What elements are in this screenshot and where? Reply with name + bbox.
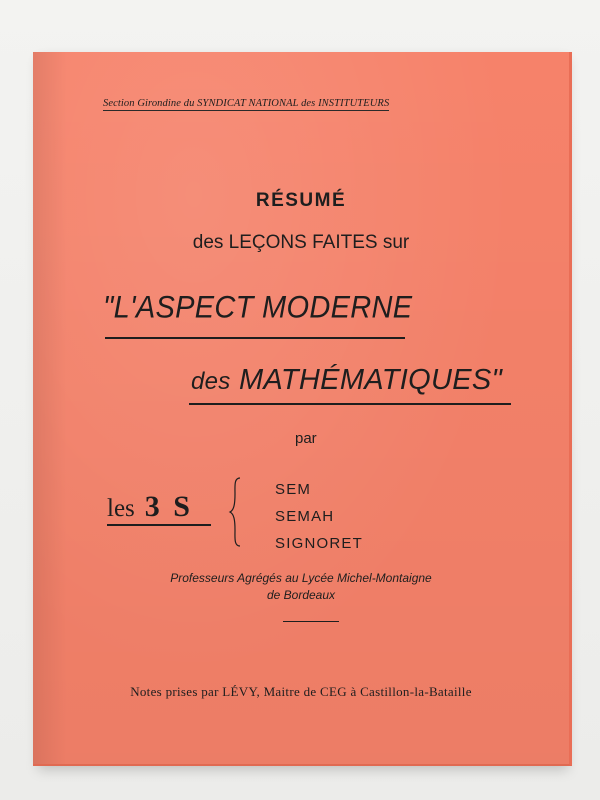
authors-group-underline — [107, 524, 211, 526]
subject-line-2-main: MATHÉMATIQUES" — [238, 364, 503, 396]
affiliation — [33, 570, 569, 604]
authors-group-label — [107, 490, 193, 524]
subject-line-2 — [191, 364, 502, 397]
title-line-1: RÉSUMÉ — [255, 190, 347, 211]
affiliation-line-2: de Bordeaux — [266, 588, 336, 602]
notes-credit: Notes prises par LÉVY, Maitre de CEG à Castillon-la-Bataille — [130, 684, 472, 699]
subject-line-1: "L'ASPECT MODERNE — [103, 290, 413, 326]
curly-brace-icon — [228, 476, 244, 548]
divider — [283, 621, 339, 622]
cover-header: Section Girondine du SYNDICAT NATIONAL des INSTITUTEURS — [103, 98, 390, 109]
subject-line-1-underline — [105, 337, 405, 339]
authors-group-prefix: les — [107, 495, 135, 522]
author-name: SEMAH — [275, 508, 335, 525]
author-name: SIGNORET — [275, 535, 363, 552]
subject-line-2-underline — [189, 403, 511, 405]
author-name: SEM — [275, 481, 312, 498]
authors-group-main: 3 S — [144, 490, 193, 523]
cover-spine-shading — [33, 52, 67, 764]
subject-line-2-prefix: des — [191, 368, 231, 395]
title-line-2: des LEÇONS FAITES sur — [192, 232, 410, 253]
author-names — [275, 476, 363, 557]
book-cover — [33, 52, 572, 766]
by-label: par — [295, 430, 317, 447]
affiliation-line-1: Professeurs Agrégés au Lycée Michel-Montaigne — [170, 571, 432, 585]
